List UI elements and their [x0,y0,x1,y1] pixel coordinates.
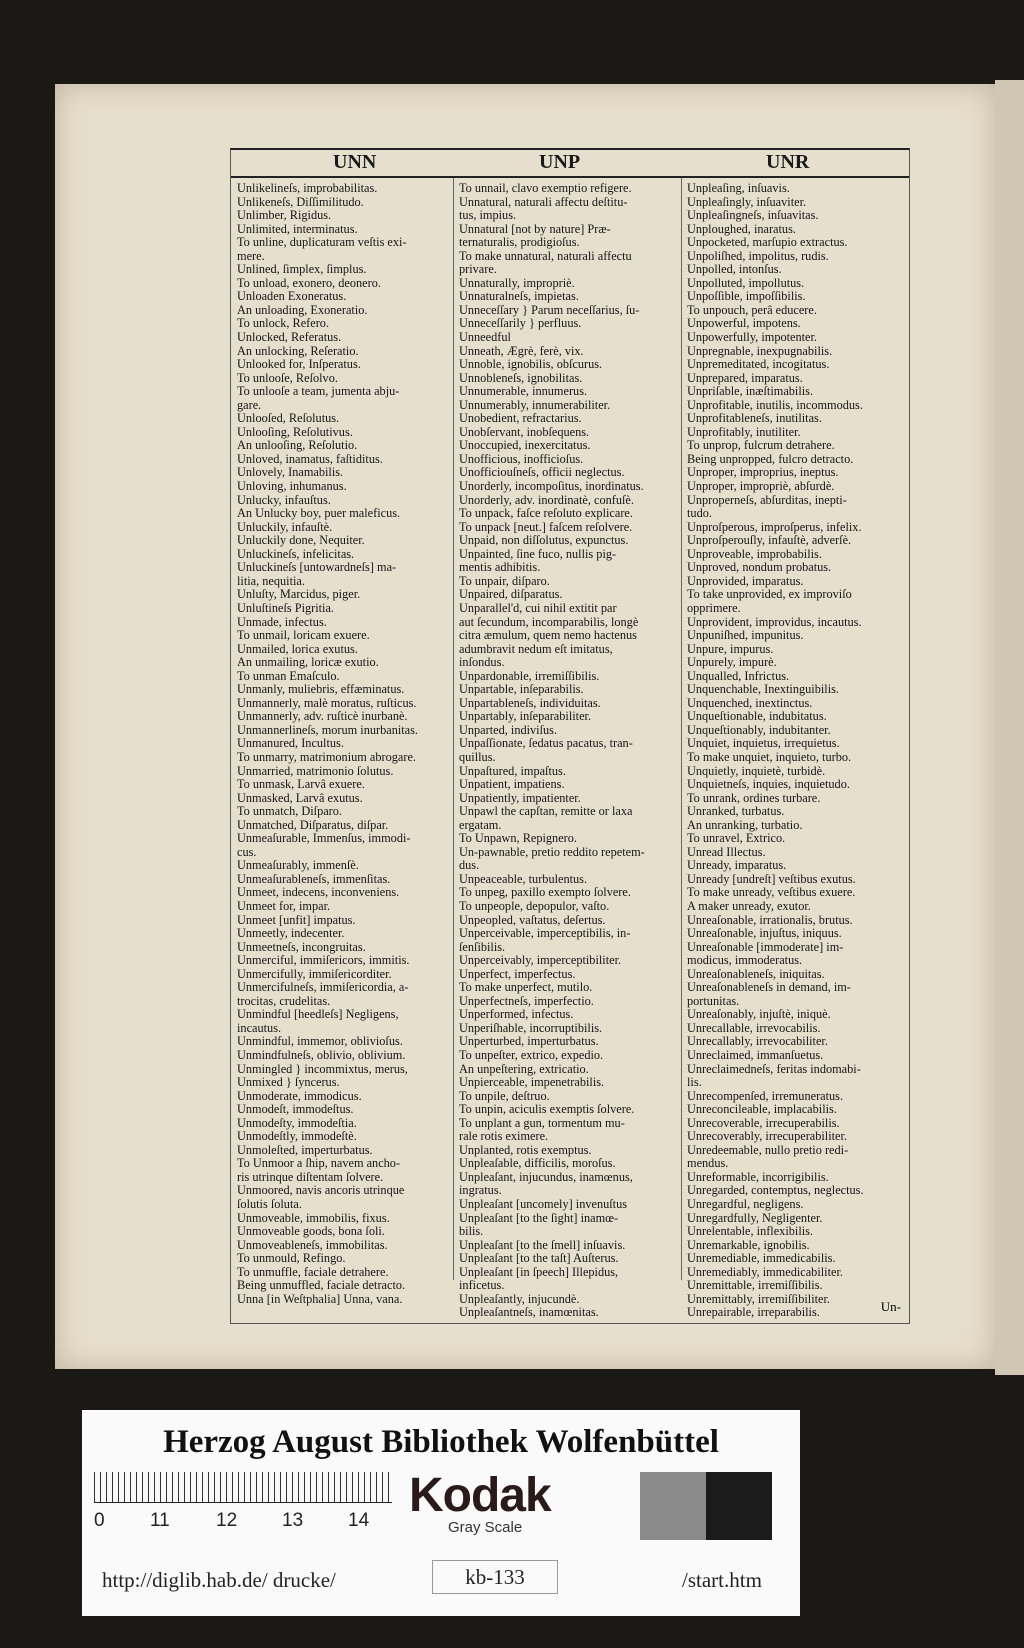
entry-line: Unreclaimed, immanſuetus. [687,1049,824,1062]
entry-line: Un-pawnable, pretio reddito repetem- [459,845,645,859]
entry-line: Unnumerable, innumerus. [459,385,588,399]
entry-line: mere. [237,249,265,263]
entry-line: Unparted, indiviſus. [459,723,558,737]
entry-line: inſondus. [459,656,505,670]
entry-line: To unpile, deſtruo. [459,1089,550,1103]
entry-line: modicus, immoderatus. [687,954,803,968]
header-unp: UNP [539,151,581,173]
entry-line: Unredeemable, nullo pretio redi- [687,1143,849,1157]
entry-line: ris utrinque diſtentam ſolvere. [237,1170,384,1184]
entry-line: Unpaired, diſparatus. [459,588,563,602]
entry-line: Unpleaſantneſs, inamœnitas. [459,1306,599,1320]
entry-line: Unproper, improprius, ineptus. [687,466,839,480]
entry-line: Unloaden Exoneratus. [237,290,347,304]
entry-line: Unproved, nondum probatus. [687,561,832,575]
entry-line: Unpartableneſs, individuitas. [459,696,601,710]
entry-line: Unrelentable, inflexibilis. [687,1225,814,1239]
entry-line: To make unnatural, naturali affectu [459,249,632,263]
entry-line: Unmoleſted, imperturbatus. [237,1143,373,1157]
entry-line: Unperformed, infectus. [459,1008,574,1022]
entry-line: Unpaſſionate, ſedatus pacatus, tran- [459,737,633,751]
entry-line: Unmeetly, indecenter. [237,927,345,941]
entry-line: Unneceſſary } Parum neceſſarius, ſu- [459,303,640,317]
catchword: Un- [880,1299,901,1314]
entry-line: Unproſperouſly, infauſtè, adverſè. [687,534,852,548]
entry-line: Unpregnable, inexpugnabilis. [687,344,833,358]
entry-line: To unload, exonero, deonero. [237,276,381,290]
entry-line: Unmeet, indecens, inconveniens. [237,886,400,900]
black-swatch [706,1472,772,1540]
entry-line: Unremittably, irremiſſibiliter. [687,1292,830,1306]
entry-line: Unluckily done, Nequiter. [237,534,365,548]
entry-line: rale rotis eximere. [459,1130,549,1144]
entry-line: quillus. [459,750,496,764]
entry-line: To unmuffle, faciale detrahere. [237,1265,389,1279]
entry-line: To make unquiet, inquieto, turbo. [687,750,852,764]
entry-line: tus, impius. [459,209,517,223]
entry-line: Unreaſonableneſs, iniquitas. [687,967,825,981]
entry-line: ternaturalis, prodigioſus. [459,236,580,250]
ruler-scale [94,1472,392,1503]
entry-line: Unready [undreſt] veſtibus exutus. [687,872,856,886]
entry-line: Unreformable, incorrigibilis. [687,1170,829,1184]
entry-line: dus. [459,859,480,873]
entry-line: Unorderly, incompoſitus, inordinatus. [459,480,644,494]
entry-line: ergatam. [459,818,502,832]
entry-line: Unmannerly, malè moratus, ruſticus. [237,696,417,710]
entry-line: Unpolluted, impollutus. [687,276,805,290]
entry-line: Unna [in Weſtphalia] Unna, vana. [237,1292,403,1306]
entry-line: An unmailing, loricæ exutio. [237,656,379,670]
entry-line: Unlocked, Referatus. [237,331,342,345]
entry-line: To unmask, Larvâ exuere. [237,778,365,792]
entry-line: Unremediable, immedicabilis. [687,1252,836,1266]
entry-line: Unmeet for, impar. [237,899,331,913]
entry-line: Unproveable, improbabilis. [687,547,822,561]
scan-target [82,1410,800,1616]
entry-line: Unloved, inamatus, faſtiditus. [237,452,383,466]
entry-line: Unmannerly, adv. ruſticè inurbanè. [237,710,408,724]
entry-line: Unpainted, ſine fuco, nullis pig- [459,547,617,561]
library-name: Herzog August Bibliothek Wolfenbüttel [163,1424,719,1460]
gray-scale-label: Gray Scale [448,1519,523,1536]
entry-line: Unregarded, contemptus, neglectus. [687,1184,864,1198]
entry-line: Unploughed, inaratus. [687,222,796,236]
entry-line: Unmade, infectus. [237,615,327,629]
column-rule [453,178,454,1280]
entry-line: Unrecoverable, irrecuperabilis. [687,1116,840,1130]
entry-line: adumbravit nedum eſt imitatus, [459,642,613,656]
entry-line: Unmoveable, immobilis, fixus. [237,1211,390,1225]
header-unn: UNN [333,151,377,173]
entry-line: Unmoored, navis ancoris utrinque [237,1184,405,1198]
ruler-number: 12 [216,1510,238,1531]
entry-line: mendus. [687,1157,729,1171]
entry-line: Unmeaſurable, Immenſus, immodi- [237,832,411,846]
entry-line: Unreclaimedneſs, feritas indomabi- [687,1062,861,1076]
entry-line: Unpuniſhed, impunitus. [687,629,804,643]
entry-line: To unravel, Extrico. [687,832,786,846]
entry-line: Unpleaſant [uncomely] invenuſtus [459,1198,628,1212]
entry-line: Unpartably, inſeparabiliter. [459,710,592,724]
column-middle [459,182,673,1320]
url-right: /start.htm [682,1568,762,1592]
entry-line: Unmodeſt, immodeſtus. [237,1103,354,1117]
entry-line: Unpeaceable, turbulentus. [459,872,588,886]
entry-line: To unpeople, depopulor, vaſto. [459,899,610,913]
entry-line: Unpleaſant, injucundus, inamœnus, [459,1170,633,1184]
column-left [237,182,451,1306]
entry-line: Unrecallable, irrevocabilis. [687,1021,821,1035]
entry-line: Unreaſonable, injuſtus, iniquus. [687,927,842,941]
entry-line: Unmannerlineſs, morum inurbanitas. [237,723,419,737]
entry-line: portunitas. [687,994,740,1008]
entry-line: Unquenchable, Inextinguibilis. [687,683,839,697]
entry-line: Unproper, impropriè, abſurdè. [687,480,835,494]
entry-line: Unpardonable, irremiſſibilis. [459,669,600,683]
entry-line: Unmercifully, immiſericorditer. [237,967,392,981]
entry-line: Unparallel'd, cui nihil extitit par [459,601,617,615]
entry-line: Unlikelineſs, improbabilitas. [237,182,378,195]
entry-line: Being unmuffled, faciale detracto. [237,1279,406,1293]
entry-line: Unluckineſs, infelicitas. [237,547,355,561]
entry-line: Unpocketed, marſupio extractus. [687,236,848,250]
entry-line: Unpriſable, inæſtimabilis. [687,385,814,399]
entry-line: Unreaſonableneſs in demand, im- [687,981,851,995]
entry-line: Unpeopled, vaſtatus, deſertus. [459,913,606,927]
entry-line: Unneceſſarily } perfluus. [459,317,582,331]
column-headers [231,150,909,178]
entry-line: Unranked, turbatus. [687,805,785,819]
entry-line: To unpin, aciculis exemptis ſolvere. [459,1103,635,1117]
entry-line: Unpleaſantly, injucundè. [459,1292,580,1306]
entry-line: Unmeetneſs, incongruitas. [237,940,366,954]
entry-line: Unreconcileable, implacabilis. [687,1103,837,1117]
entry-line: To unpeſter, extrico, expedio. [459,1049,604,1062]
entry-line: To unmarry, matrimonium abrogare. [237,750,416,764]
entry-line: Unpatiently, impatienter. [459,791,581,805]
entry-line: Unrecallably, irrevocabiliter. [687,1035,828,1049]
entry-line: Unnoble, ignobilis, obſcurus. [459,358,603,372]
entry-line: Unoccupied, inexercitatus. [459,439,591,453]
entry-line: Unpure, impurus. [687,642,774,656]
entry-line: To take unprovided, ex improviſo [687,588,852,602]
ruler-number: 11 [150,1510,170,1531]
entry-line: Unprofitableneſs, inutilitas. [687,412,822,426]
entry-line: Unmailed, lorica exutus. [237,642,358,656]
entry-line: Unqueſtionable, indubitatus. [687,710,827,724]
entry-line: Unlimited, interminatus. [237,222,358,236]
entry-line: ingratus. [459,1184,502,1198]
entry-line: Unmodeſty, immodeſtia. [237,1116,357,1130]
entry-line: Unobſervant, inobſequens. [459,425,590,439]
entry-line: Unmercifulneſs, immiſericordia, a- [237,981,409,995]
entry-line: mentis adhibitis. [459,561,541,575]
entry-line: Unpartable, inſeparabilis. [459,683,584,697]
entry-line: Unmindfulneſs, oblivio, oblivium. [237,1049,406,1062]
entry-line: An unlocking, Reſeratio. [237,344,359,358]
entry-line: Unmarried, matrimonio ſolutus. [237,764,394,778]
entry-line: Unpoſſible, impoſſibilis. [687,290,806,304]
entry-line: Unmeaſurably, immenſè. [237,859,359,873]
entry-line: To unrank, ordines turbare. [687,791,821,805]
entry-line: Unreaſonable [immoderate] im- [687,940,844,954]
entry-line: Unpleaſant [to the taſt] Auſterus. [459,1252,619,1266]
entry-line: bilis. [459,1225,484,1239]
entry-line: Unprepared, imparatus. [687,371,803,385]
entry-line: Unnatural, naturali affectu deſtitu- [459,195,628,209]
entry-line: Unprofitable, inutilis, incommodus. [687,398,863,412]
entry-line: Unpoliſhed, impolitus, rudis. [687,249,829,263]
entry-line: Unofficiouſneſs, officii neglectus. [459,466,625,480]
entry-line: To Unpawn, Repignero. [459,832,577,846]
entry-line: Unplanted, rotis exemptus. [459,1143,592,1157]
entry-line: Unperturbed, imperturbatus. [459,1035,599,1049]
entry-line: To unmould, Refingo. [237,1252,346,1266]
entry-line: Unregardfully, Negligenter. [687,1211,823,1225]
entry-line: Unremarkable, ignobilis. [687,1238,810,1252]
entry-line: Unperceivably, imperceptibiliter. [459,954,622,968]
url-left: http://diglib.hab.de/ drucke/ [102,1568,336,1592]
entry-line: To unlooſe, Reſolvo. [237,371,338,385]
entry-line: Unmanured, Incultus. [237,737,344,751]
entry-line: Unmeaſurableneſs, immenſitas. [237,872,391,886]
entry-line: incautus. [237,1021,282,1035]
entry-line: An unpeſtering, extricatio. [459,1062,589,1076]
dictionary-page [55,84,995,1369]
entry-line: Unmindful, immemor, oblivioſus. [237,1035,403,1049]
ruler-number: 13 [282,1510,304,1531]
entry-line: Unprovided, imparatus. [687,574,804,588]
entry-line: Unlooſed, Reſolutus. [237,412,340,426]
entry-line: Unnatural [not by nature] Præ- [459,222,611,236]
entry-line: An unloading, Exoneratio. [237,303,368,317]
entry-line: To unnail, clavo exemptio refigere. [459,182,632,195]
entry-line: Being unpropped, fulcro detracto. [687,452,854,466]
entry-line: Unorderly, adv. inordinatè, confuſè. [459,493,634,507]
entry-line: lis. [687,1076,702,1090]
entry-line: Unpleaſingneſs, inſuavitas. [687,209,819,223]
entry-line: Unmatched, Diſparatus, diſpar. [237,818,389,832]
entry-line: To unprop, fulcrum detrahere. [687,439,835,453]
entry-line: Unluſty, Marcidus, piger. [237,588,361,602]
ruler-number: 14 [348,1510,370,1531]
entry-line: opprimere. [687,601,741,615]
entry-line: To unlooſe a team, jumenta abju- [237,385,400,399]
entry-line: Unmodeſtly, immodeſtè. [237,1130,357,1144]
entry-line: Unmanly, muliebris, effæminatus. [237,683,405,697]
entry-line: trocitas, crudelitas. [237,994,331,1008]
entry-line: Unnobleneſs, ignobilitas. [459,371,583,385]
entry-line: To unmatch, Diſparo. [237,805,343,819]
entry-line: Unneath, Ægrè, ferè, vix. [459,344,584,358]
entry-line: Unmoveableneſs, immobilitas. [237,1238,388,1252]
column-rule [681,178,682,1280]
entry-line: Unpolled, intonſus. [687,263,782,277]
entry-line: Unpowerful, impotens. [687,317,801,331]
entry-line: Unregardful, negligens. [687,1198,804,1212]
entry-line: gare. [237,398,262,412]
entry-line: To Unmoor a ſhip, navem ancho- [237,1157,401,1171]
entry-line: Unperiſhable, incorruptibilis. [459,1021,603,1035]
entry-line: Unnaturalneſs, impietas. [459,290,579,304]
entry-line: Unpleaſant [to the ſight] inamœ- [459,1211,619,1225]
entry-line: Unmasked, Larvâ exutus. [237,791,363,805]
entry-line: Unpleaſant [to the ſmell] inſuavis. [459,1238,626,1252]
entry-line: Unprofitably, inutiliter. [687,425,801,439]
entry-line: Unproſperous, improſperus, infelix. [687,520,862,534]
entry-line: Unperfect, imperfectus. [459,967,576,981]
kodak-logo: Kodak [409,1469,551,1522]
header-unr: UNR [766,151,810,173]
entry-line: Unpaid, non diſſolutus, expunctus. [459,534,629,548]
entry-line: Unquietneſs, inquies, inquietudo. [687,778,850,792]
entry-line: To unpouch, perâ educere. [687,303,817,317]
entry-line: Unrecoverably, irrecuperabiliter. [687,1130,848,1144]
ruler-number: 0 [94,1510,105,1531]
entry-line: Unmixed } ſyncerus. [237,1076,340,1090]
entry-line: Unperceivable, imperceptibilis, in- [459,927,631,941]
entry-line: Unpierceable, impenetrabilis. [459,1076,605,1090]
entry-line: Unpatient, impatiens. [459,778,565,792]
entry-line: privare. [459,263,497,277]
code-box: kb-133 [432,1560,558,1594]
entry-line: Unpurely, impurè. [687,656,777,670]
entry-line: Unnaturally, impropriè. [459,276,575,290]
entry-line: Unmingled } incommixtus, merus, [237,1062,408,1076]
entry-line: Unquenched, inextinctus. [687,696,813,710]
entry-line: Unreaſonable, irrationalis, brutus. [687,913,853,927]
entry-line: To make unperfect, mutilo. [459,981,593,995]
column-right [687,182,901,1320]
entry-line: Unperfectneſs, imperfectio. [459,994,594,1008]
entry-line: Unpowerfully, impotenter. [687,331,817,345]
entry-line: Unlooſing, Reſolutivus. [237,425,353,439]
entry-line: Unlimber, Rigidus. [237,209,332,223]
entry-line: To unman Emaſculo. [237,669,340,683]
entry-line: Unmerciful, immiſericors, immitis. [237,954,410,968]
entry-line: Unmeet [unfit] impatus. [237,913,356,927]
entry-line: Unproperneſs, abſurditas, inepti- [687,493,847,507]
entry-line: Unluckily, infauſtè. [237,520,333,534]
entry-line: inficetus. [459,1279,505,1293]
entry-line: To unplant a gun, tormentum mu- [459,1116,625,1130]
entry-line: Unmindful [heedleſs] Negligens, [237,1008,399,1022]
entry-line: Unpleaſant [in ſpeech] Illepidus, [459,1265,619,1279]
entry-line: Unreaſonably, injuſtè, iniquè. [687,1008,831,1022]
entry-line: Unprovident, improvidus, incautus. [687,615,862,629]
entry-line: tudo. [687,507,712,521]
entry-line: An Unlucky boy, puer maleficus. [237,507,401,521]
entry-line: cus. [237,845,257,859]
entry-line: Unluckineſs [untowardneſs] ma- [237,561,397,575]
entry-line: Unlucky, infauſtus. [237,493,331,507]
entry-line: To unline, duplicaturam veſtis exi- [237,236,407,250]
entry-line: To unpack [neut.] faſcem reſolvere. [459,520,633,534]
entry-line: Unlooked for, Inſperatus. [237,358,361,372]
entry-line: Unpremeditated, incogitatus. [687,358,830,372]
entry-line: Unpleaſing, inſuavis. [687,182,790,195]
facing-page-edge [995,80,1024,1375]
ruler-numbers [94,1510,414,1532]
entry-line: To unmail, loricam exuere. [237,629,370,643]
entry-line: Unmoderate, immodicus. [237,1089,362,1103]
entry-line: To unpack, faſce reſoluto explicare. [459,507,633,521]
entry-line: An unranking, turbatio. [687,818,803,832]
entry-line: Unrecompenſed, irremuneratus. [687,1089,844,1103]
entry-line: Unmoveable goods, bona ſoli. [237,1225,385,1239]
entry-line: Unluſtineſs Pigritia. [237,601,335,615]
entry-line: A maker unready, exutor. [687,899,811,913]
entry-line: aut ſecundum, incomparabilis, longè [459,615,639,629]
text-frame [230,148,910,1324]
entry-line: Unremediably, immedicabiliter. [687,1265,843,1279]
entry-line: Unpleaſingly, inſuaviter. [687,195,807,209]
entry-line: Unlikeneſs, Diſſimilitudo. [237,195,364,209]
entry-line: Unlovely, Inamabilis. [237,466,344,480]
entry-line: ſenſibilis. [459,940,506,954]
entry-line: An unlooſing, Reſolutio. [237,439,358,453]
entry-line: Unpawl the capſtan, remitte or laxa [459,805,633,819]
entry-line: Unqualled, Infrictus. [687,669,790,683]
entry-line: Unneedful [459,331,511,345]
entry-line: Unobedient, refractarius. [459,412,582,426]
entry-line: Unnumerably, innumerabiliter. [459,398,611,412]
entry-line: Unlined, ſimplex, ſimplus. [237,263,367,277]
entry-line: To unlock, Refero. [237,317,330,331]
entry-line: citra æmulum, quem nemo hactenus [459,629,637,643]
entry-line: To make unready, veſtibus exuere. [687,886,856,900]
entry-line: Unrepairable, irreparabilis. [687,1306,820,1320]
entry-line: Unquiet, inquietus, irrequietus. [687,737,840,751]
entry-line: Unpaſtured, impaſtus. [459,764,566,778]
entry-line: Unofficious, inofficioſus. [459,452,584,466]
entry-line: Unloving, inhumanus. [237,480,347,494]
entry-line: Unquietly, inquietè, turbidè. [687,764,826,778]
entry-line: To unpeg, paxillo exempto ſolvere. [459,886,631,900]
entry-line: To unpair, diſparo. [459,574,550,588]
entry-line: Unpleaſable, difficilis, moroſus. [459,1157,616,1171]
entry-line: Unready, imparatus. [687,859,787,873]
entry-line: Unread Illectus. [687,845,766,859]
entry-line: Unremittable, irremiſſibilis. [687,1279,823,1293]
entry-line: ſolutis ſoluta. [237,1198,302,1212]
entry-line: Unqueſtionably, indubitanter. [687,723,831,737]
gray-swatch [640,1472,706,1540]
entry-line: litia, nequitia. [237,574,305,588]
